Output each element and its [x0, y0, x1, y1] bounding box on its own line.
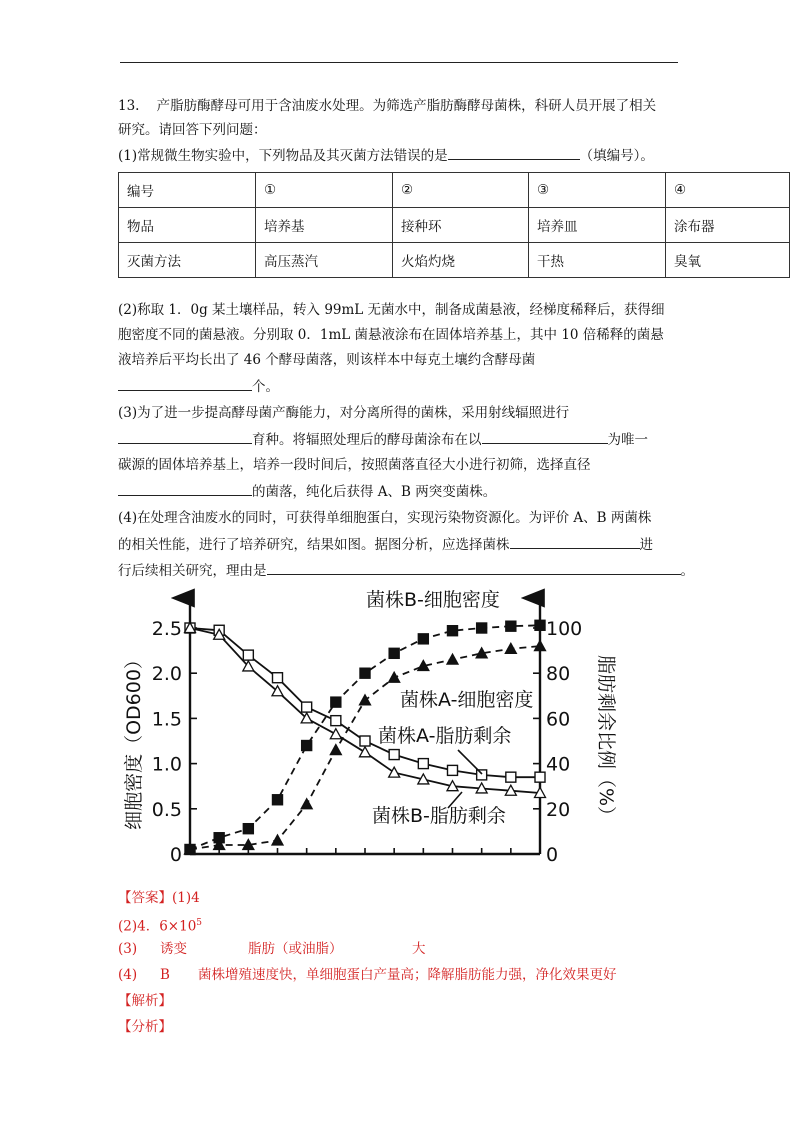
question-intro-line2: 研究。请回答下列问题：: [118, 122, 267, 138]
q2-line4: 个。: [118, 376, 279, 397]
answer-blank[interactable]: [118, 429, 252, 444]
data-point: [243, 824, 253, 834]
right-tick-label: 40: [546, 753, 571, 776]
fenxi-label: 【分析】: [118, 1019, 172, 1035]
q2-line3: 液培养后平均长出了 46 个酵母菌落，则该样本中每克土壤约含酵母菌: [118, 352, 536, 368]
right-tick-label: 60: [546, 708, 571, 731]
q4-line3: 行后续相关研究，理由是 。: [118, 560, 694, 581]
right-axis-title: 脂肪剩余比例（%）: [595, 654, 617, 826]
right-tick-label: 0: [546, 844, 559, 866]
data-point: [360, 736, 370, 746]
data-point: [301, 799, 312, 809]
header-rule: [120, 62, 678, 63]
analysis-label: 【解析】: [118, 993, 172, 1009]
data-point: [331, 716, 341, 726]
question-intro-line1: 13. 产脂肪酶酵母可用于含油废水处理。为筛选产脂肪酶酵母菌株，科研人员开展了相关: [118, 98, 657, 114]
data-point: [243, 650, 253, 660]
data-point: [389, 750, 399, 760]
data-point: [389, 672, 400, 682]
series-label: 菌株B-细胞密度: [366, 589, 500, 611]
answer-blank[interactable]: [118, 481, 252, 496]
data-point: [389, 767, 400, 777]
data-point: [273, 795, 283, 805]
data-point: [477, 770, 487, 780]
data-point: [535, 772, 545, 782]
q1-text: (1)常规微生物实验中，下列物品及其灭菌方法错误的是 （填编号）。: [118, 145, 654, 166]
series-label: 菌株B-脂肪剩余: [372, 805, 506, 827]
table-cell: 接种环: [393, 208, 529, 243]
table-row: [119, 208, 790, 243]
series-label-leader: [458, 750, 482, 774]
table-cell: 涂布器: [666, 208, 790, 243]
data-point: [331, 697, 341, 707]
answer-line4: (4) B 菌株增殖速度快，单细胞蛋白产量高；降解脂肪能力强，净化效果更好: [118, 967, 617, 983]
data-point: [273, 673, 283, 683]
answer-line3: (3) 诱变 脂肪（或油脂） 大: [118, 941, 426, 957]
sterilization-table: [118, 172, 790, 278]
table-cell: ③: [529, 173, 666, 208]
q3-line2: 育种。将辐照处理后的酵母菌涂布在以 为唯一: [118, 429, 648, 450]
q3-line3: 碳源的固体培养基上，培养一段时间后，按照菌落直径大小进行初筛，选择直径: [118, 457, 591, 473]
answer-blank[interactable]: [267, 560, 681, 575]
data-point: [360, 747, 371, 757]
left-tick-label: 2.0: [151, 663, 182, 686]
table-cell: ②: [393, 173, 529, 208]
table-cell: ①: [256, 173, 393, 208]
table-cell: 培养皿: [529, 208, 666, 243]
table-row: [119, 243, 790, 278]
q2-line1: (2)称取 1．0g 某土壤样品，转入 99mL 无菌水中，制备成菌悬液，经梯度稀释后，获得细: [118, 302, 665, 318]
question-number: 13.: [118, 98, 140, 114]
answer-blank[interactable]: [482, 429, 608, 444]
data-point: [330, 745, 341, 755]
table-row: [119, 173, 790, 208]
data-point: [418, 759, 428, 769]
q3-line1: (3)为了进一步提高酵母菌产酶能力，对分离所得的菌株，采用射线辐照进行: [118, 405, 570, 421]
data-point: [418, 634, 428, 644]
data-point: [360, 668, 370, 678]
right-tick-label: 20: [546, 798, 571, 821]
data-point: [272, 835, 283, 845]
series-label: 菌株A-脂肪剩余: [378, 725, 512, 747]
data-point: [330, 729, 341, 739]
q4-line1: (4)在处理含油废水的同时，可获得单细胞蛋白，实现污染物资源化。为评价 A、B 两菌株: [118, 510, 652, 526]
table-cell: 高压蒸汽: [256, 243, 393, 278]
data-point: [535, 620, 545, 630]
table-cell: 火焰灼烧: [393, 243, 529, 278]
left-tick-label: 2.5: [151, 618, 182, 640]
answer-line1: 【答案】(1)4: [118, 890, 200, 906]
left-tick-label: 0: [169, 844, 182, 866]
table-cell: 臭氧: [666, 243, 790, 278]
table-cell: 灭菌方法: [119, 243, 256, 278]
data-point: [302, 702, 312, 712]
answer-label: 【答案】: [118, 890, 172, 906]
data-point: [447, 654, 458, 664]
data-point: [506, 772, 516, 782]
data-point: [448, 765, 458, 775]
answer-blank[interactable]: [510, 534, 640, 549]
table-cell: ④: [666, 173, 790, 208]
data-point: [506, 621, 516, 631]
left-tick-label: 1.5: [151, 708, 182, 731]
left-tick-label: 1.0: [151, 753, 182, 776]
data-point: [360, 695, 371, 705]
table-cell: 培养基: [256, 208, 393, 243]
q4-line2: 的相关性能，进行了培养研究，结果如图。据图分析，应选择菌株 进: [118, 534, 653, 555]
answer-line2: (2)4．$6\times 10^5$: [118, 918, 203, 935]
data-point: [389, 648, 399, 658]
data-point: [477, 623, 487, 633]
table-cell: 编号: [119, 173, 256, 208]
q3-line4: 的菌落，纯化后获得 A、B 两突变菌株。: [118, 481, 496, 502]
growth-fat-chart: [110, 589, 617, 880]
data-point: [505, 643, 516, 653]
answer-blank[interactable]: [118, 376, 252, 391]
table-cell: 干热: [529, 243, 666, 278]
answer-blank[interactable]: [448, 145, 580, 160]
table-cell: 物品: [119, 208, 256, 243]
left-tick-label: 0.5: [151, 798, 182, 821]
right-tick-label: 100: [546, 618, 583, 640]
data-point: [448, 626, 458, 636]
data-point: [302, 741, 312, 751]
q2-line2: 胞密度不同的菌悬液。分别取 0．1mL 菌悬液涂布在固体培养基上，其中 10 倍稀释的菌悬: [118, 327, 664, 343]
series-label: 菌株A-细胞密度: [400, 689, 534, 711]
right-tick-label: 80: [546, 663, 571, 686]
left-axis-title: 细胞密度（OD600）: [123, 650, 145, 830]
